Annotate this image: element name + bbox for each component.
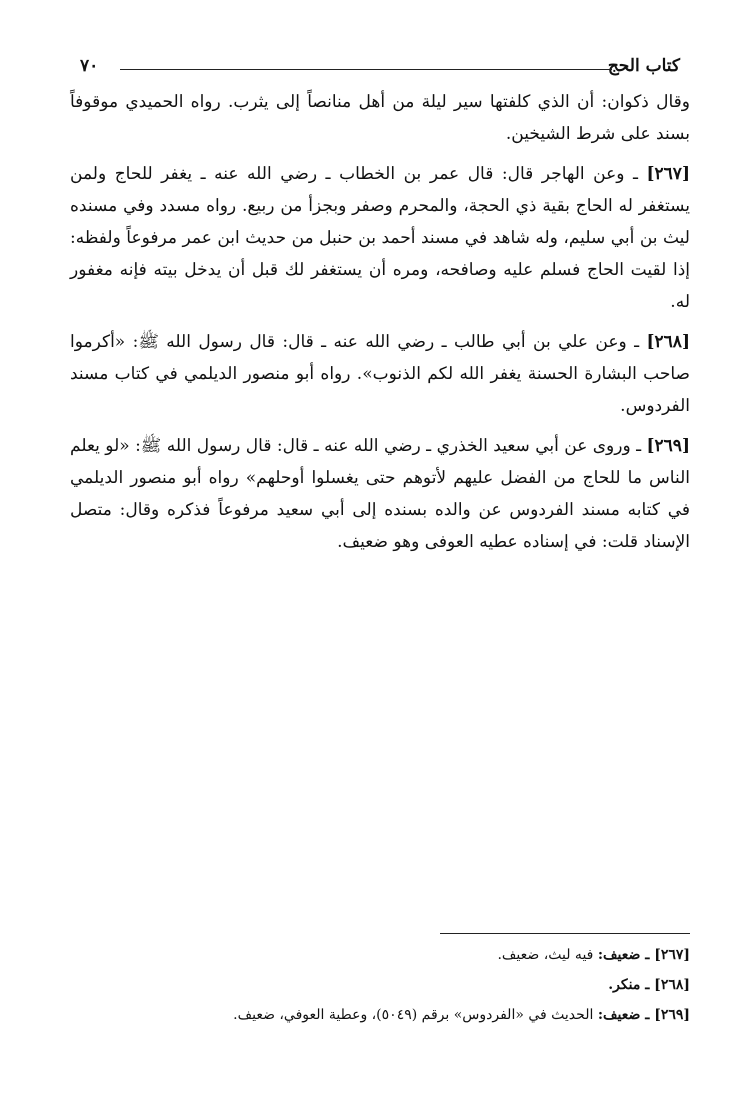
header-rule [120, 69, 612, 70]
hadith-text: ـ وعن الهاجر قال: قال عمر بن الخطاب ـ رضي الله عنه ـ يغفر للحاج ولمن يستغفر له الحاج بقية ذي الحجة، والمحرم وصفر وبجزأ من ربيع. رواه مسدد وفي مسنده ليث بن أبي سليم، وله شاهد في مسند أحمد بن حنبل من حديث ابن عمر مرفوعاً ولفظه: إذا لقيت الحاج فسلم عليه وصافحه، ومره أن يستغفر لك قبل أن يدخل بيته فإنه مغفور له. [70, 164, 690, 312]
footnote-rule [440, 933, 690, 934]
chapter-title: كتاب الحج [607, 56, 680, 76]
footnote [70, 970, 690, 1000]
page-header [80, 56, 680, 80]
hadith-paragraph [70, 430, 690, 558]
main-text [70, 86, 690, 566]
footnote [70, 1000, 690, 1030]
page-number: ٧٠ [80, 56, 99, 76]
hadith-number: [٢٦٩] [646, 436, 690, 456]
footnote-text: فيه ليث، ضعيف. [497, 947, 598, 963]
hadith-text: ـ وعن علي بن أبي طالب ـ رضي الله عنه ـ قال: قال رسول الله ﷺ: «أكرموا صاحب البشارة الحسنة يغفر الله لكم الذنوب». رواه أبو منصور الديلمي في كتاب مسند الفردوس. [70, 332, 690, 416]
footnote-text: الحديث في «الفردوس» برقم (٥٠٤٩)، وعطية العوفي، ضعيف. [233, 1007, 598, 1023]
footnote-label: [٢٦٨] ـ منكر. [608, 977, 690, 993]
footnote [70, 940, 690, 970]
footnote-label: [٢٦٧] ـ ضعيف: [597, 947, 690, 963]
hadith-number: [٢٦٨] [646, 332, 690, 352]
footnotes [70, 940, 690, 1030]
hadith-paragraph [70, 158, 690, 318]
hadith-paragraph [70, 326, 690, 422]
footnote-label: [٢٦٩] ـ ضعيف: [597, 1007, 690, 1023]
hadith-text: ـ وروى عن أبي سعيد الخذري ـ رضي الله عنه ـ قال: قال رسول الله ﷺ: «لو يعلم الناس ما للحاج من الفضل عليهم لأتوهم حتى يغسلوا أوحلهم» رواه أبو منصور الديلمي في كتابه مسند الفردوس عن والده بسنده إلى أبي سعيد مرفوعاً فذكره وقال: متصل الإسناد قلت: في إسناده عطيه العوفى وهو ضعيف. [70, 436, 690, 552]
hadith-number: [٢٦٧] [646, 164, 690, 184]
paragraph [70, 86, 690, 150]
paragraph-text: وقال ذكوان: أن الذي كلفتها سير ليلة من أهل منانصاً إلى يثرب. رواه الحميدي موقوفاً بسند على شرط الشيخين. [70, 92, 690, 144]
